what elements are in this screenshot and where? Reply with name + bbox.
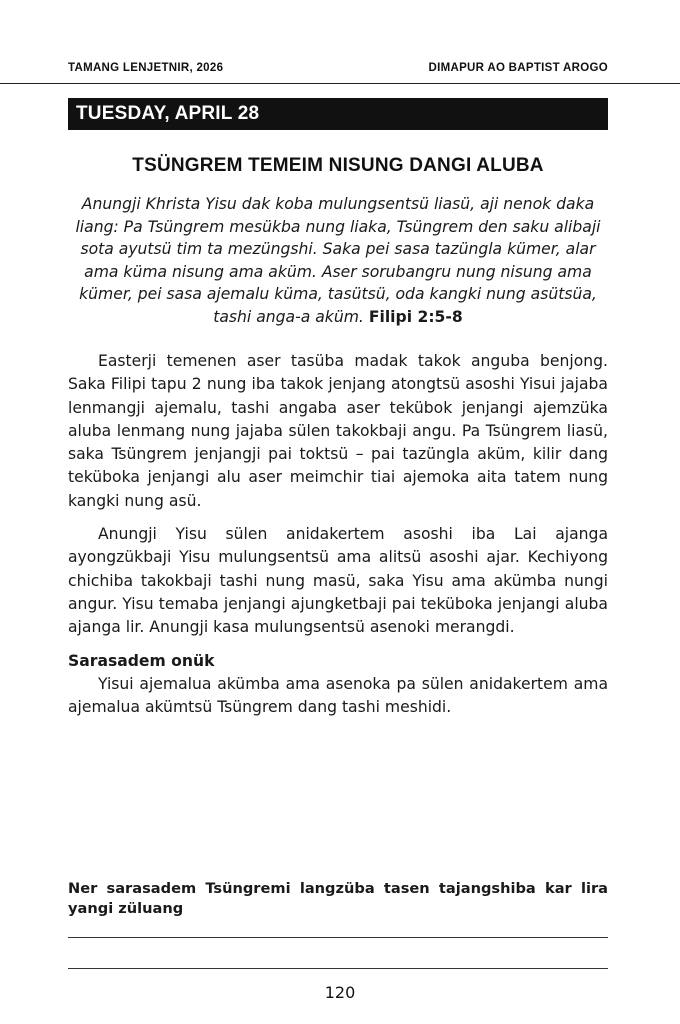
publisher-name: DIMAPUR AO BAPTIST AROGO	[428, 62, 608, 74]
scripture-text: Anungji Khrista Yisu dak koba mulungsentsü liasü, aji nenok daka liang: Pa Tsüngrem mesükba nung liaka, Tsüngrem den saku alibaji sota ayutsü tim ta mezüngshi. Saka pei sasa tazüngla kümer, alar ama küma nisung ama aküm. Aser sorubangru nung nisung ama kümer, pei sasa ajemalu küma, tasütsü, oda kangki nung asütsüa, tashi anga-a aküm.	[75, 195, 601, 326]
reflection-heading: Sarasadem onük	[68, 651, 215, 670]
writing-line-1	[68, 937, 608, 938]
reflection-paragraph: Yisui ajemalua akümba ama asenoka pa sülen anidakertem ama ajemalua akümtsü Tsüngrem dang tashi meshidi.	[68, 674, 608, 717]
writing-line-2	[68, 968, 608, 969]
date-banner: TUESDAY, APRIL 28	[68, 98, 608, 130]
header-rule	[0, 83, 680, 84]
writing-prompt: Ner sarasadem Tsüngremi langzüba tasen tajangshiba kar lira yangi züluang	[68, 880, 608, 917]
devotion-body	[68, 350, 608, 729]
scripture-passage	[68, 193, 608, 329]
body-paragraph-1: Easterji temenen aser tasüba madak takok anguba benjong. Saka Filipi tapu 2 nung iba takok jenjang atongtsü asoshi Yisui jajaba lenmangji ajemalu, tashi angaba aser tekübok jenjangi ajemzüka aluba lenmang nung jajaba sülen takokbaji angu. Pa Tsüngrem liasü, saka Tsüngrem jenjangji pai toktsü – pai tazüngla aküm, kilir dang teküboka jenjangi alu aser meimchir tiai ajemoka aita tatem nung kangki nung asü.	[68, 352, 608, 510]
devotion-title: TSÜNGREM TEMEIM NISUNG DANGI ALUBA	[132, 155, 544, 176]
publication-title: TAMANG LENJETNIR, 2026	[68, 62, 224, 74]
scripture-reference: Filipi 2:5-8	[368, 307, 463, 326]
body-paragraph-2: Anungji Yisu sülen anidakertem asoshi iba Lai ajanga ayongzükbaji Yisu mulungsentsü ama alitsü asoshi ajar. Kechiyong chichiba takokbaji tashi nung masü, saka Yisu ama akümba nungi angur. Yisu temaba jenjangi ajungketbaji pai teküboka jenjangi aluba ajanga lir. Anungji kasa mulungsentsü asenoki merangdi.	[68, 525, 608, 637]
running-header	[68, 62, 608, 74]
page-number: 120	[324, 983, 356, 1002]
